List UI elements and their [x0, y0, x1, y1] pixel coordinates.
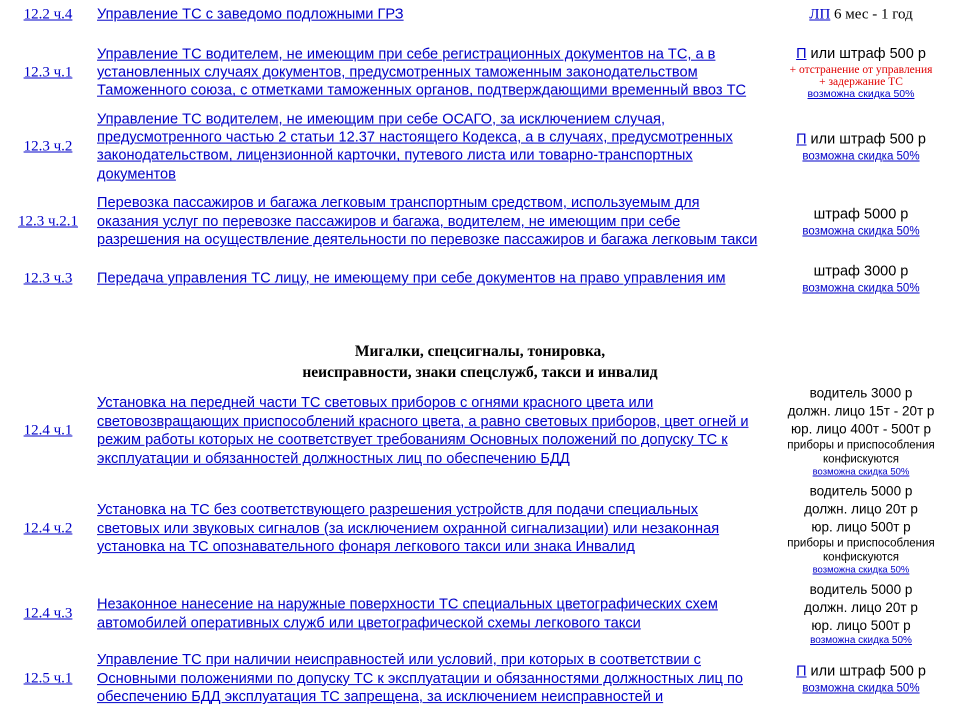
- article-code-link[interactable]: 12.2 ч.4: [23, 6, 73, 23]
- article-code-link[interactable]: 12.4 ч.1: [23, 422, 73, 439]
- section-heading: [200, 341, 760, 383]
- penalty-driver: водитель 3000 р: [809, 385, 913, 401]
- violation-description-link[interactable]: Установка на ТС без соответствующего разрешения устройств для подачи специальных световых или звуковых сигналов (за исключением охранной сигнализации) или незаконная установка на ТС опознавательного фонаря легкового такси или знака Инвалид: [97, 502, 720, 556]
- section-heading-line: неисправности, знаки спецслужб, такси и инвалид: [302, 364, 658, 381]
- table-row: [0, 650, 960, 708]
- penalty-official: должн. лицо 20т р: [804, 600, 918, 615]
- penalty-confiscation: конфискуются: [823, 551, 899, 564]
- penalty-legal-entity: юр. лицо 500т р: [811, 519, 911, 535]
- table-row: [0, 579, 960, 649]
- discount-link[interactable]: возможна скидка 50%: [810, 635, 912, 646]
- penalty-cell: [762, 45, 960, 101]
- lp-link[interactable]: ЛП: [809, 6, 831, 23]
- penalty-cell: [762, 206, 960, 239]
- violation-description-link[interactable]: Перевозка пассажиров и багажа легковым транспортным средством, используемым для оказания услуг по перевозке пассажиров и багажа, водителем, не имеющим при себе разрешения на осуществление деятельности по перевозке пассажиров и багажа легковым такси: [97, 195, 758, 249]
- discount-link[interactable]: возможна скидка 50%: [802, 150, 920, 163]
- penalty-driver: водитель 5000 р: [809, 582, 913, 597]
- table-row: [0, 380, 960, 482]
- penalty-cell: [762, 581, 960, 647]
- discount-link[interactable]: возможна скидка 50%: [802, 225, 920, 238]
- section-heading-line: Мигалки, спецсигналы, тонировка,: [354, 343, 606, 360]
- penalty-official: должн. лицо 20т р: [804, 501, 918, 517]
- penalty-main: или штраф 500 р: [806, 131, 926, 148]
- table-row: [0, 110, 960, 184]
- violation-description-link[interactable]: Управление ТС с заведомо подложными ГРЗ: [97, 6, 404, 23]
- penalty-extra: + отстранение от управления: [789, 64, 933, 76]
- violation-description-link[interactable]: Управление ТС водителем, не имеющим при себе регистрационных документов на ТС, а в установленных случаях документов, предусмотренных таможенным законодательством Таможенного союза, с отметками таможенных органов, подтверждающими временный ввоз ТС: [97, 46, 747, 100]
- table-row: [0, 480, 960, 578]
- penalty-cell: [762, 263, 960, 296]
- penalty-main: штраф 5000 р: [813, 206, 909, 223]
- penalty-main: штраф 3000 р: [813, 263, 909, 280]
- penalty-cell: [762, 131, 960, 164]
- p-link[interactable]: П: [796, 46, 807, 62]
- penalty-cell: [762, 7, 960, 24]
- penalty-cell: [762, 663, 960, 696]
- table-row: [0, 260, 960, 298]
- table-row: [0, 4, 960, 26]
- violation-description-link[interactable]: Управление ТС при наличии неисправностей или условий, при которых в соответствии с Основными положениями по допуску ТС к эксплуатации и обязанностями должностных лиц по обеспечению БДД эксплуатация ТС запрещена, за исключением неисправностей и: [97, 652, 743, 706]
- article-code-link[interactable]: 12.3 ч.3: [23, 270, 73, 287]
- penalty-legal-entity: юр. лицо 500т р: [811, 618, 911, 633]
- article-code-link[interactable]: 12.5 ч.1: [23, 670, 73, 687]
- penalty-main: или штраф 500 р: [806, 46, 926, 62]
- penalty-official: должн. лицо 15т - 20т р: [787, 403, 935, 419]
- discount-link[interactable]: возможна скидка 50%: [812, 466, 910, 478]
- violation-description-link[interactable]: Управление ТС водителем, не имеющим при себе ОСАГО, за исключением случая, предусмотренного частью 2 статьи 12.37 настоящего Кодекса, а в случаях, предусмотренных законодательством, лицензионной карточки, путевого листа или товарно-транспортных документов: [97, 111, 733, 183]
- p-link[interactable]: П: [796, 131, 807, 148]
- table-row: [0, 184, 960, 260]
- penalty-legal-entity: юр. лицо 400т - 500т р: [790, 421, 932, 437]
- penalty-main: 6 мес - 1 год: [830, 6, 913, 23]
- article-code-link[interactable]: 12.3 ч.1: [23, 64, 73, 81]
- discount-link[interactable]: возможна скидка 50%: [802, 282, 920, 295]
- article-code-link[interactable]: 12.3 ч.2: [23, 138, 73, 155]
- violation-description-link[interactable]: Незаконное нанесение на наружные поверхности ТС специальных цветографических схем автомобилей оперативных служб или цветографической схемы легкового такси: [97, 596, 718, 631]
- penalty-cell: [762, 385, 960, 478]
- penalty-main: или штраф 500 р: [806, 663, 926, 680]
- article-code-link[interactable]: 12.4 ч.2: [23, 520, 73, 537]
- article-code-link[interactable]: 12.3 ч.2.1: [17, 213, 79, 230]
- violation-description-link[interactable]: Передача управления ТС лицу, не имеющему при себе документов на право управления им: [97, 270, 726, 287]
- article-code-link[interactable]: 12.4 ч.3: [23, 605, 73, 622]
- violation-description-link[interactable]: Установка на передней части ТС световых приборов с огнями красного цвета или световозвращающих приспособлений красного цвета, а равно световых приборов, цвет огней и режим работы которых не соответствует требованиям Основных положений по допуску ТС к эксплуатации и обязанностей должностных лиц по обеспечению БДД: [97, 394, 749, 467]
- penalty-driver: водитель 5000 р: [809, 483, 913, 499]
- discount-link[interactable]: возможна скидка 50%: [812, 564, 910, 576]
- penalty-confiscation: конфискуются: [823, 453, 899, 466]
- penalty-extra: + задержание ТС: [819, 76, 903, 88]
- penalty-confiscation: приборы и приспособления: [787, 439, 935, 452]
- discount-link[interactable]: возможна скидка 50%: [802, 682, 920, 695]
- table-row: [0, 36, 960, 110]
- penalty-cell: [762, 483, 960, 576]
- p-link[interactable]: П: [796, 663, 807, 680]
- penalty-confiscation: приборы и приспособления: [787, 537, 935, 550]
- discount-link[interactable]: возможна скидка 50%: [807, 88, 915, 100]
